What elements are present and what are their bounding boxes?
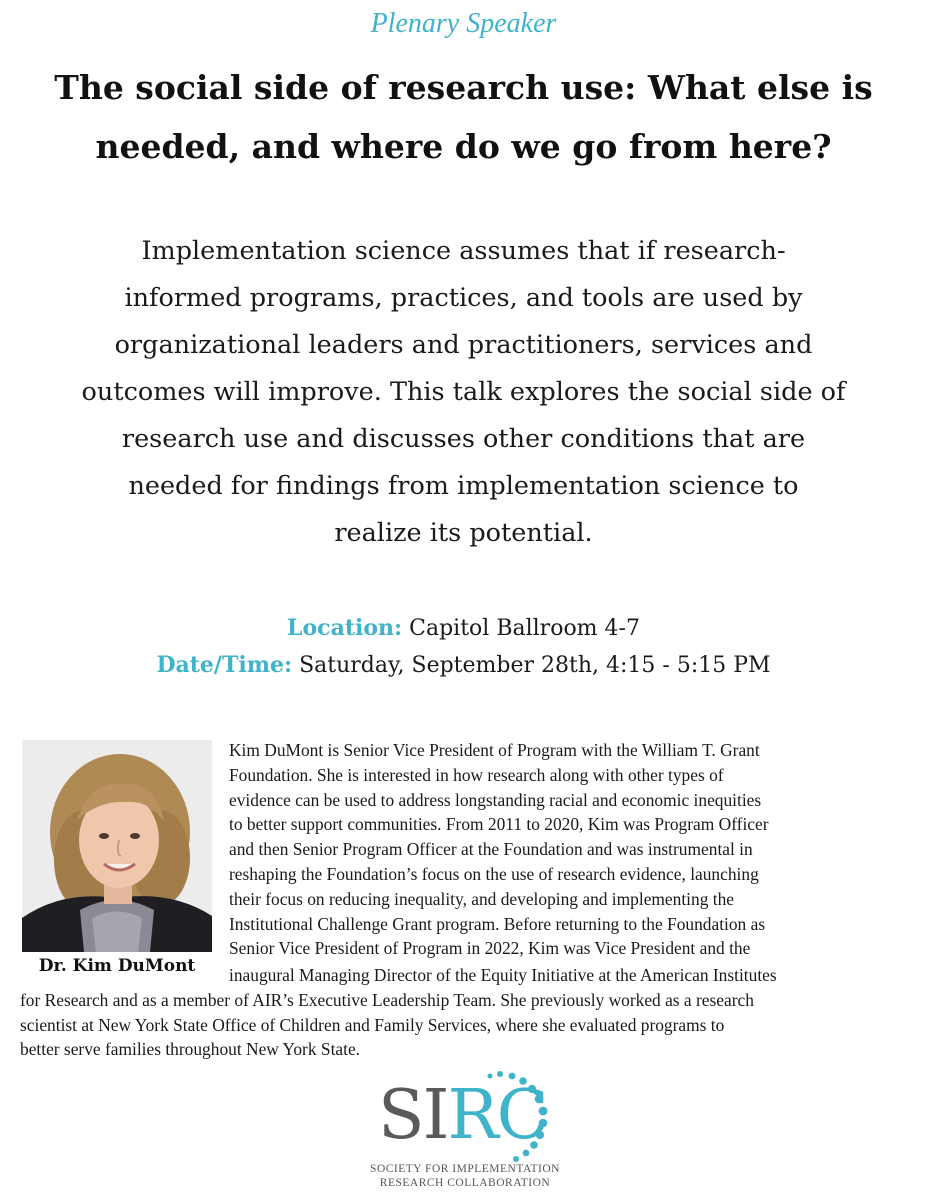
title-line: The social side of research use: What else is <box>54 68 873 107</box>
datetime-label: Date/Time: <box>156 652 293 678</box>
logo-subtitle-line: SOCIETY FOR IMPLEMENTATION <box>370 1163 560 1175</box>
abstract-line: informed programs, practices, and tools are used by <box>124 283 803 313</box>
title-line: needed, and where do we go from here? <box>95 127 832 166</box>
bio-line: their focus on reducing inequality, and developing and implementing the <box>229 888 734 909</box>
bio-line: Kim DuMont is Senior Vice President of Program with the William T. Grant <box>229 740 760 760</box>
talk-title <box>10 58 917 176</box>
bio-line: inaugural Managing Director of the Equity Initiative at the American Institutes <box>229 965 777 985</box>
abstract-line: needed for findings from implementation science to <box>128 471 799 501</box>
bio-line: better serve families throughout New York State. <box>20 1039 361 1060</box>
sirc-wordmark <box>378 1076 547 1156</box>
location-value: Capitol Ballroom 4-7 <box>409 616 640 641</box>
sirc-logo <box>350 1068 580 1194</box>
datetime-row <box>0 647 927 684</box>
bio-line: evidence can be used to address longstanding racial and economic inequities <box>229 789 762 810</box>
location-row <box>0 610 927 647</box>
logo-subtitle-line: RESEARCH COLLABORATION <box>379 1177 551 1189</box>
abstract-line: organizational leaders and practitioners, services and <box>114 330 813 360</box>
bio-line: to better support communities. From 2011 to 2020, Kim was Program Officer <box>229 814 769 835</box>
bio-line: scientist at New York State Office of Children and Family Services, where she evaluated programs to <box>20 1014 725 1035</box>
datetime-value: Saturday, September 28th, 4:15 - 5:15 PM <box>299 653 771 678</box>
event-details <box>0 610 927 684</box>
plenary-kicker: Plenary Speaker <box>370 8 557 39</box>
location-label: Location: <box>287 615 403 641</box>
abstract-line: outcomes will improve. This talk explores the social side of <box>81 377 846 407</box>
bio-line: Foundation. She is interested in how research along with other types of <box>229 764 724 785</box>
wordmark-rc: RC <box>447 1076 547 1155</box>
bio-line: reshaping the Foundation’s focus on the use of research evidence, launching <box>229 863 759 884</box>
abstract-line: research use and discusses other conditions that are <box>121 424 806 454</box>
bio-line: Institutional Challenge Grant program. Before returning to the Foundation as <box>229 913 766 934</box>
bio-line: for Research and as a member of AIR’s Executive Leadership Team. She previously worked as a research <box>20 989 754 1010</box>
speaker-photo <box>22 740 212 952</box>
speaker-bio-continued <box>20 963 910 1062</box>
speaker-name: Dr. Kim DuMont <box>38 956 196 976</box>
speaker-bio <box>229 738 919 961</box>
bio-line: and then Senior Program Officer at the Foundation and was instrumental in <box>229 839 753 860</box>
abstract-line: realize its potential. <box>334 518 593 548</box>
talk-abstract <box>10 228 917 557</box>
abstract-line: Implementation science assumes that if research- <box>141 236 786 266</box>
wordmark-si: SI <box>378 1076 448 1155</box>
bio-line: Senior Vice President of Program in 2022, Kim was Vice President and the <box>229 938 751 959</box>
